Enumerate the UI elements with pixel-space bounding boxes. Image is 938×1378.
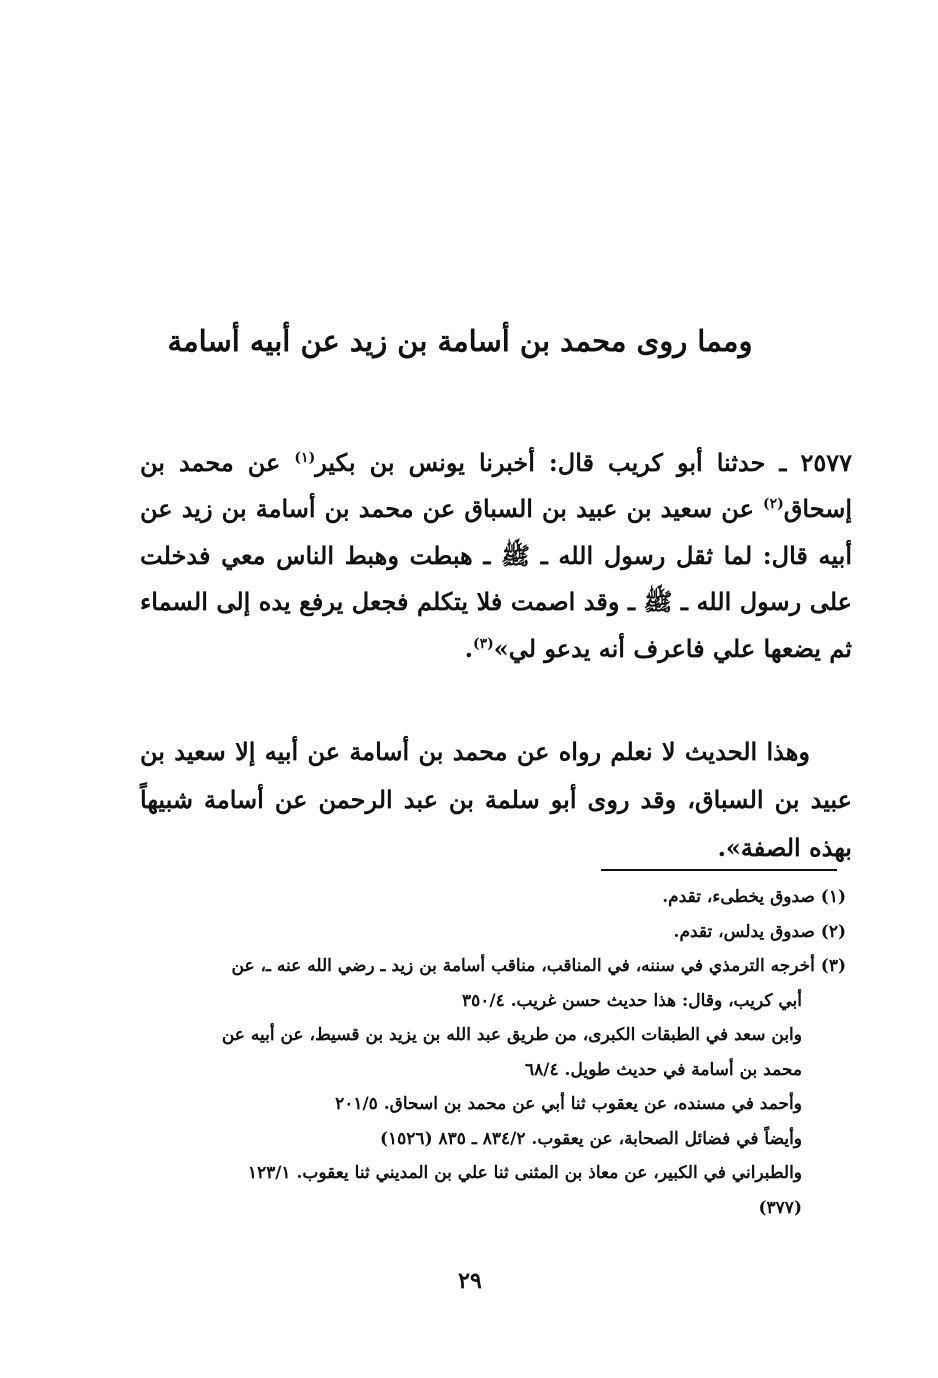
commentary-text: وهذا الحديث لا نعلم رواه عن محمد بن أسامة عن أبيه إلا سعيد بن عبيد بن السباق، وقد روى أبو سلمة بن عبد الرحمن عن أسامة شبيهاً بهذه الصفة». xyxy=(140,737,852,862)
section-heading: ومما روى محمد بن أسامة بن زيد عن أبيه أسامة xyxy=(167,324,753,358)
page-number: ٢٩ xyxy=(458,1268,482,1294)
hadith-text-part-1: ـ حدثنا أبو كريب قال: أخبرنا يونس بن بكير xyxy=(315,448,787,477)
footnote-line: وأحمد في مسنده، عن يعقوب ثنا أبي عن محمد بن اسحاق. ٢٠١/٥ xyxy=(335,1094,802,1114)
footnote-line: صدوق يخطىء، تقدم. xyxy=(662,887,815,907)
footnote-3 xyxy=(148,949,846,1225)
footnote-ref-3: (٣) xyxy=(472,635,494,652)
footnote-marker: (١) xyxy=(820,887,846,907)
commentary-block xyxy=(140,728,852,872)
hadith-text xyxy=(140,440,852,672)
footnote-divider xyxy=(601,869,837,871)
hadith-text-end: . xyxy=(464,633,473,663)
footnote-line: محمد بن أسامة في حديث طويل. ٦٨/٤ xyxy=(525,1059,802,1080)
footnote-line: أبي كريب، وقال: هذا حديث حسن غريب. ٣٥٠/٤ xyxy=(461,990,802,1011)
footnote-line: وأيضاً في فضائل الصحابة، عن يعقوب. ٨٣٤/٢ ـ ٨٣٥ (١٥٢٦) xyxy=(379,1128,802,1149)
footnote-ref-2: (٢) xyxy=(763,496,784,513)
hadith-number: ٢٥٧٧ xyxy=(800,448,852,477)
footnote-line: صدوق يدلس، تقدم. xyxy=(673,921,815,942)
footnote-ref-1: (١) xyxy=(294,450,316,466)
footnote-marker: (٢) xyxy=(820,921,846,942)
footnote-1 xyxy=(148,880,846,915)
footnote-line: أخرجه الترمذي في سننه، في المناقب، مناقب أسامة بن زيد ـ رضي الله عنه ـ، عن xyxy=(231,956,815,976)
footnote-2 xyxy=(148,915,846,950)
footnotes xyxy=(148,880,846,1225)
footnote-marker: (٣) xyxy=(820,956,846,976)
hadith-text-part-2: عن محمد بن إسحاق xyxy=(140,448,852,524)
footnote-line: والطبراني في الكبير، عن معاذ بن المثنى ثنا علي بن المديني ثنا يعقوب. ١٢٣/١ xyxy=(247,1163,802,1183)
footnote-line: (٣٧٧) xyxy=(758,1197,802,1218)
footnote-line: وابن سعد في الطبقات الكبرى، من طريق عبد الله بن يزيد بن قسيط، عن أبيه عن xyxy=(221,1025,802,1045)
hadith-text-part-3: عن سعيد بن عبيد بن السباق عن محمد بن أسامة بن زيد عن أبيه قال: لما ثقل رسول الله ـ ﷺ ـ هبطت وهبط الناس معي فدخلت على رسول الله ـ ﷺ ـ وقد اصمت فلا يتكلم فجعل يرفع يده إلى السماء ثم يضعها علي فاعرف أنه يدعو لي» xyxy=(140,494,852,663)
